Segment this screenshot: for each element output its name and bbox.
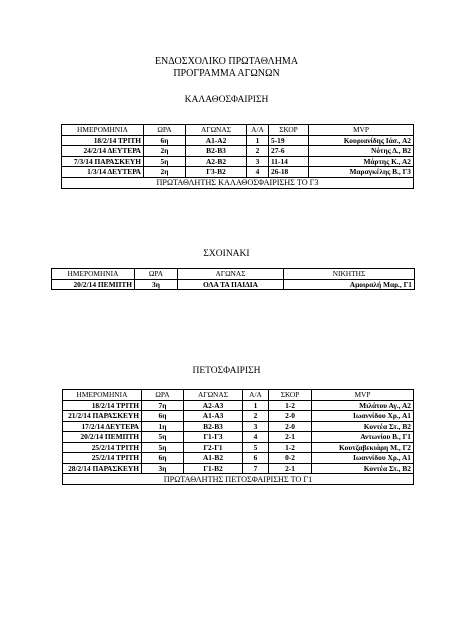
table-row [63,432,414,443]
table-cell: Α2-Α3 [184,400,243,411]
table-cell: Α1-Β2 [184,453,243,464]
table-cell: Μάρτης Κ., Α2 [309,156,414,167]
table-cell: 11-14 [269,156,309,167]
table-cell: 3η [142,463,184,474]
table-cell: 18/2/14 ΤΡΙΤΗ [63,400,142,411]
table-cell: 2-1 [269,432,312,443]
table-header-row [52,269,415,280]
rope-table [51,268,415,290]
table-row [62,156,414,167]
column-header: ΩΡΑ [144,125,186,136]
table-row [63,453,414,464]
table-cell: 25/2/14 ΤΡΙΤΗ [63,453,142,464]
table-cell: Γ1-Γ3 [184,432,243,443]
table-cell: 28/2/14 ΠΑΡΑΣΚΕΥΗ [63,463,142,474]
table-cell: ΟΛΑ ΤΑ ΠΑΙΔΙΑ [178,279,284,290]
table-cell: Κοντέα Στ., Β2 [312,463,414,474]
table-cell: Α1-Α3 [184,411,243,422]
column-header: ΝΙΚΗΤΗΣ [284,269,415,280]
table-cell: Αντωνίου Β., Γ1 [312,432,414,443]
basketball-table [61,124,414,189]
table-cell: Κουτζαβεκιάρη Μ., Γ2 [312,442,414,453]
basketball-champion: ΠΡΩΤΑΘΛΗΤΗΣ ΚΑΛΑΘΟΣΦΑΙΡΙΣΗΣ ΤΟ Γ3 [62,177,414,188]
column-header: MVP [309,125,414,136]
table-cell: 26-18 [269,167,309,178]
table-row [62,146,414,157]
table-cell: Α1-Α2 [186,135,247,146]
column-header: ΑΓΩΝΑΣ [186,125,247,136]
rope-heading: ΣΧΟΙΝΑΚΙ [203,249,250,259]
table-cell: 5-19 [269,135,309,146]
table-cell: Γ2-Γ1 [184,442,243,453]
table-cell: Γ1-Β2 [184,463,243,474]
basketball-heading: ΚΑΛΑΘΟΣΦΑΙΡΙΣΗ [184,95,269,105]
table-cell: 6η [142,411,184,422]
table-cell: 2-0 [269,411,312,422]
column-header: ΩΡΑ [142,390,184,401]
table-cell: 5 [243,442,269,453]
column-header: ΗΜΕΡΟΜΗΝΙΑ [62,125,144,136]
table-cell: 0-2 [269,453,312,464]
table-cell: Κουριανίδης Ιάσ., Α2 [309,135,414,146]
table-cell: Κοντέα Στ., Β2 [312,421,414,432]
table-cell: Β2-Β3 [184,421,243,432]
table-cell: 2-1 [269,463,312,474]
table-row [63,400,414,411]
table-row [63,442,414,453]
table-cell: Ιωαννίδου Χρ., Α1 [312,411,414,422]
column-header: Α/Α [247,125,269,136]
column-header: ΗΜΕΡΟΜΗΝΙΑ [63,390,142,401]
table-cell: 6η [144,135,186,146]
table-cell: 6η [142,453,184,464]
table-cell: 4 [243,432,269,443]
table-header-row [62,125,414,136]
table-cell: 2η [144,146,186,157]
table-cell: Μαραγκέλης Β., Γ3 [309,167,414,178]
table-row [62,167,414,178]
table-row [52,279,415,290]
document-title: ΕΝΔΟΣΧΟΛΙΚΟ ΠΡΩΤΑΘΛΗΜΑ [154,56,299,67]
table-cell: 4 [247,167,269,178]
table-cell: 2 [243,411,269,422]
table-cell: 1-2 [269,400,312,411]
table-cell: Ιωαννίδου Χρ., Α1 [312,453,414,464]
table-cell: 2η [144,167,186,178]
table-row [63,421,414,432]
table-cell: Αμοιραλή Μαρ., Γ1 [284,279,415,290]
table-cell: 3 [243,421,269,432]
table-cell: 24/2/14 ΔΕΥΤΕΡΑ [62,146,144,157]
table-cell: Νότης Δ., Β2 [309,146,414,157]
volleyball-table [62,389,414,485]
table-cell: 20/2/14 ΠΕΜΠΤΗ [52,279,135,290]
column-header: ΗΜΕΡΟΜΗΝΙΑ [52,269,135,280]
table-cell: Α2-Β2 [186,156,247,167]
champion-row [63,474,414,485]
table-cell: 1 [247,135,269,146]
table-row [62,135,414,146]
table-cell: 7/3/14 ΠΑΡΑΣΚΕΥΗ [62,156,144,167]
column-header: ΣΚΟΡ [269,390,312,401]
column-header: ΩΡΑ [135,269,178,280]
column-header: ΑΓΩΝΑΣ [178,269,284,280]
column-header: Α/Α [243,390,269,401]
table-cell: 2 [247,146,269,157]
champion-row [62,177,414,188]
column-header: ΣΚΟΡ [269,125,309,136]
table-cell: 3η [135,279,178,290]
table-cell: Μιλάτου Αγ., Α2 [312,400,414,411]
document-subtitle: ΠΡΟΓΡΑΜΜΑ ΑΓΩΝΩΝ [173,68,280,79]
column-header: ΑΓΩΝΑΣ [184,390,243,401]
table-cell: 5η [142,442,184,453]
column-header: MVP [312,390,414,401]
table-cell: 21/2/14 ΠΑΡΑΣΚΕΥΗ [63,411,142,422]
table-cell: 20/2/14 ΠΕΜΠΤΗ [63,432,142,443]
table-cell: 5η [142,432,184,443]
table-cell: Β2-Β3 [186,146,247,157]
table-cell: 27-6 [269,146,309,157]
volleyball-heading: ΠΕΤΟΣΦΑΙΡΙΣΗ [192,366,261,376]
table-cell: 18/2/14 ΤΡΙΤΗ [62,135,144,146]
table-cell: 1/3/14 ΔΕΥΤΕΡΑ [62,167,144,178]
table-cell: 1-2 [269,442,312,453]
table-cell: 3 [247,156,269,167]
table-cell: 2-0 [269,421,312,432]
volleyball-champion: ΠΡΩΤΑΘΛΗΤΗΣ ΠΕΤΟΣΦΑΙΡΙΣΗΣ ΤΟ Γ1 [63,474,414,485]
table-cell: 25/2/14 ΤΡΙΤΗ [63,442,142,453]
table-cell: 5η [144,156,186,167]
table-header-row [63,390,414,401]
table-row [63,411,414,422]
table-cell: 17/2/14 ΔΕΥΤΕΡΑ [63,421,142,432]
table-cell: 7 [243,463,269,474]
table-cell: 1η [142,421,184,432]
table-cell: 1 [243,400,269,411]
table-row [63,463,414,474]
table-cell: 6 [243,453,269,464]
table-cell: Γ3-Β2 [186,167,247,178]
table-cell: 7η [142,400,184,411]
